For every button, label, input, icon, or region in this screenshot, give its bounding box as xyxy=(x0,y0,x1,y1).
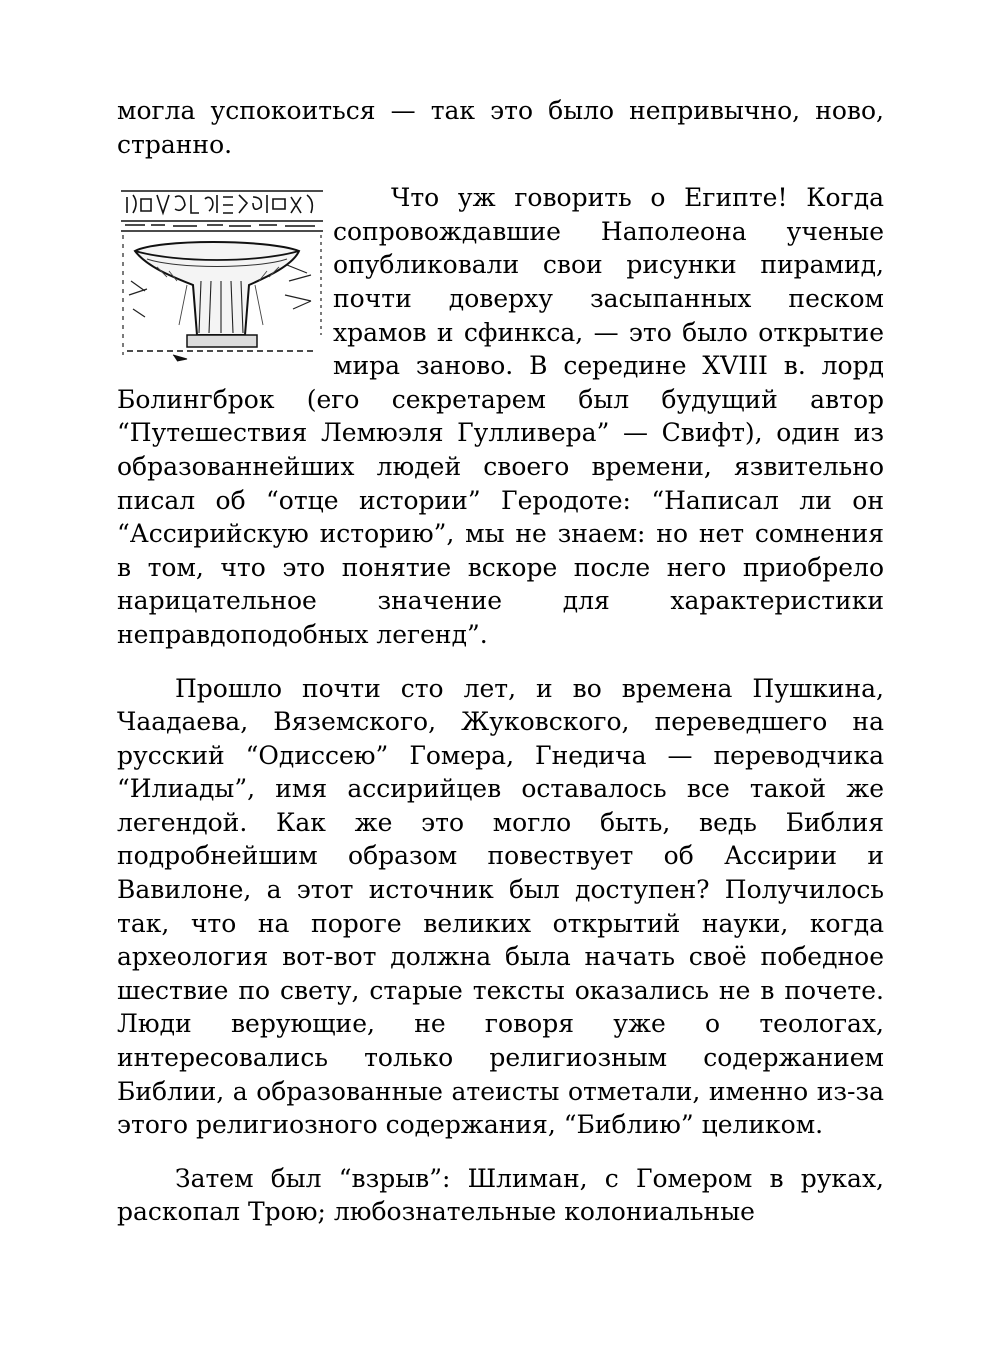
paragraph-pushkin-era: Прошло почти сто лет, и во времена Пушкина, Чаадаева, Вяземского, Жуковского, переведшего на русский “Одиссею” Гомера, Гнедича — переводчика “Илиады”, имя ассирийцев оставалось все такой же легендой. Как же это могло быть, ведь Библия подробнейшим образом повествует об Ассирии и Вавилоне, а этот источник был доступен? Получилось так, что на пороге великих открытий науки, когда археология вот-вот должна была начать своё победное шествие по свету, старые тексты оказались не в почете. Люди верующие, не говоря уже о теологах, интересовались только религиозным содержанием Библии, а образованные атеисты отметали, именно из-за этого религиозного содержания, “Библию” целиком. xyxy=(117,673,884,1140)
paragraph-continuation: могла успокоиться — так это было непривычно, ново, странно. xyxy=(117,96,884,159)
paragraph-schliemann: Затем был “взрыв”: Шлиман, с Гомером в руках, раскопал Трою; любознательные колониальные xyxy=(117,1163,884,1227)
egyptian-capital-illustration xyxy=(117,185,327,363)
capital-drawing-icon xyxy=(117,185,327,363)
book-page xyxy=(117,94,884,1249)
paragraph-egypt: Что уж говорить о Египте! Когда сопровождавшие Наполеона ученые опубликовали свои рисунки пирамид, почти доверху засыпанных песком храмов и сфинкса, — это было открытие мира заново. В середине XVIII в. лорд Болингброк (его секретарем был будущий автор “Путешествия Лемюэля Гулливера” — Свифт), один из образованнейших людей своего времени, язвительно писал об “отце истории” Геродоте: “Написал ли он “Ассирийскую историю”, мы не знаем: но нет сомнения в том, что это понятие вскоре после него приобрело нарицательное значение для характеристики неправдоподобных легенд”. xyxy=(117,183,884,649)
